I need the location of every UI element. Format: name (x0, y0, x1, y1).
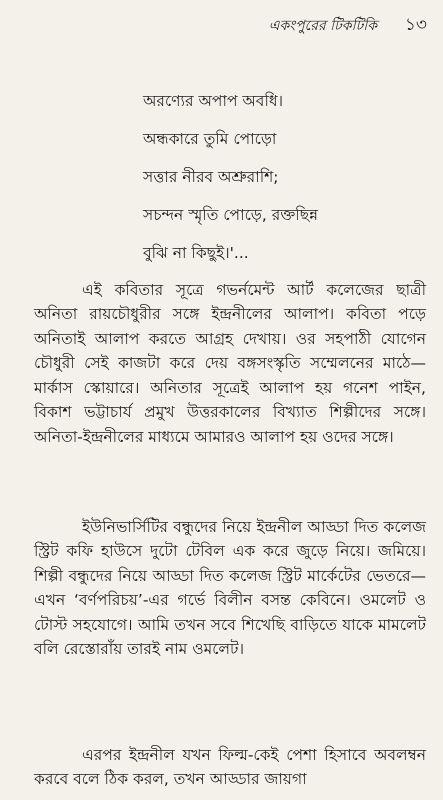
poem-excerpt (143, 82, 318, 272)
page-number: ১৩ (404, 15, 427, 35)
poem-line: অরণ্যের অপাপ অবধি। (143, 92, 284, 110)
running-title: একংপুরের টিকটিকি (268, 18, 377, 34)
poem-line: সচন্দন স্মৃতি পোড়ে, রক্তছিন্ন (143, 206, 318, 224)
poem-line: বুঝি না কিছুই।'... (143, 244, 249, 262)
poem-line: অন্ধকারে তুমি পোড়ো (143, 130, 277, 148)
page-header (0, 10, 443, 38)
body-paragraph: ইউনিভার্সিটির বন্ধুদের নিয়ে ইন্দ্রনীল আড্ডা দিত কলেজ স্ট্রিট কফি হাউসে দুটো টেবিল এক করে জুড়ে নিয়ে। জমিয়ে। শিল্পী বন্ধুদের নিয়ে আড্ডা দিত কলেজ স্ট্রিট মার্কেটের ভেতরে— এখন ‘বর্ণপরিচয়’-এর গর্ভে বিলীন বসন্ত কেবিনে। ওমলেট ও টোস্ট সহযোগে। আমি তখন সবে শিখেছি বাড়িতে যাকে মামলেট বলি রেস্তোরাঁয় তারই নাম ওমলেট। (34, 517, 426, 658)
body-paragraph: এই কবিতার সূত্রে গভর্নমেন্ট আর্ট কলেজের ছাত্রী অনিতা রায়চৌধুরীর সঙ্গে ইন্দ্রনীলের আলাপ। কবিতা পড়ে অনিতাই আলাপ করতে আগ্রহ দেখায়। ওর সহপাঠী যোগেন চৌধুরী সেই কাজটা করে দেয় বঙ্গসংস্কৃতি সম্মেলনের মাঠে— মার্কাস স্কোয়ারে। অনিতার সূত্রেই আলাপ হয় গনেশ পাইন, বিকাশ ভট্টাচার্য প্রমুখ উত্তরকালের বিখ্যাত শিল্পীদের সঙ্গে। অনিতা-ইন্দ্রনীলের মাধ্যমে আমারও আলাপ হয় ওদের সঙ্গে। (34, 280, 426, 446)
poem-line: সত্তার নীরব অশ্রুরাশি; (143, 168, 279, 186)
body-paragraph: এরপর ইন্দ্রনীল যখন ফিল্ম-কেই পেশা হিসাবে অবলম্বন করবে বলে ঠিক করল, তখন আড্ডার জায়গা (34, 745, 426, 788)
